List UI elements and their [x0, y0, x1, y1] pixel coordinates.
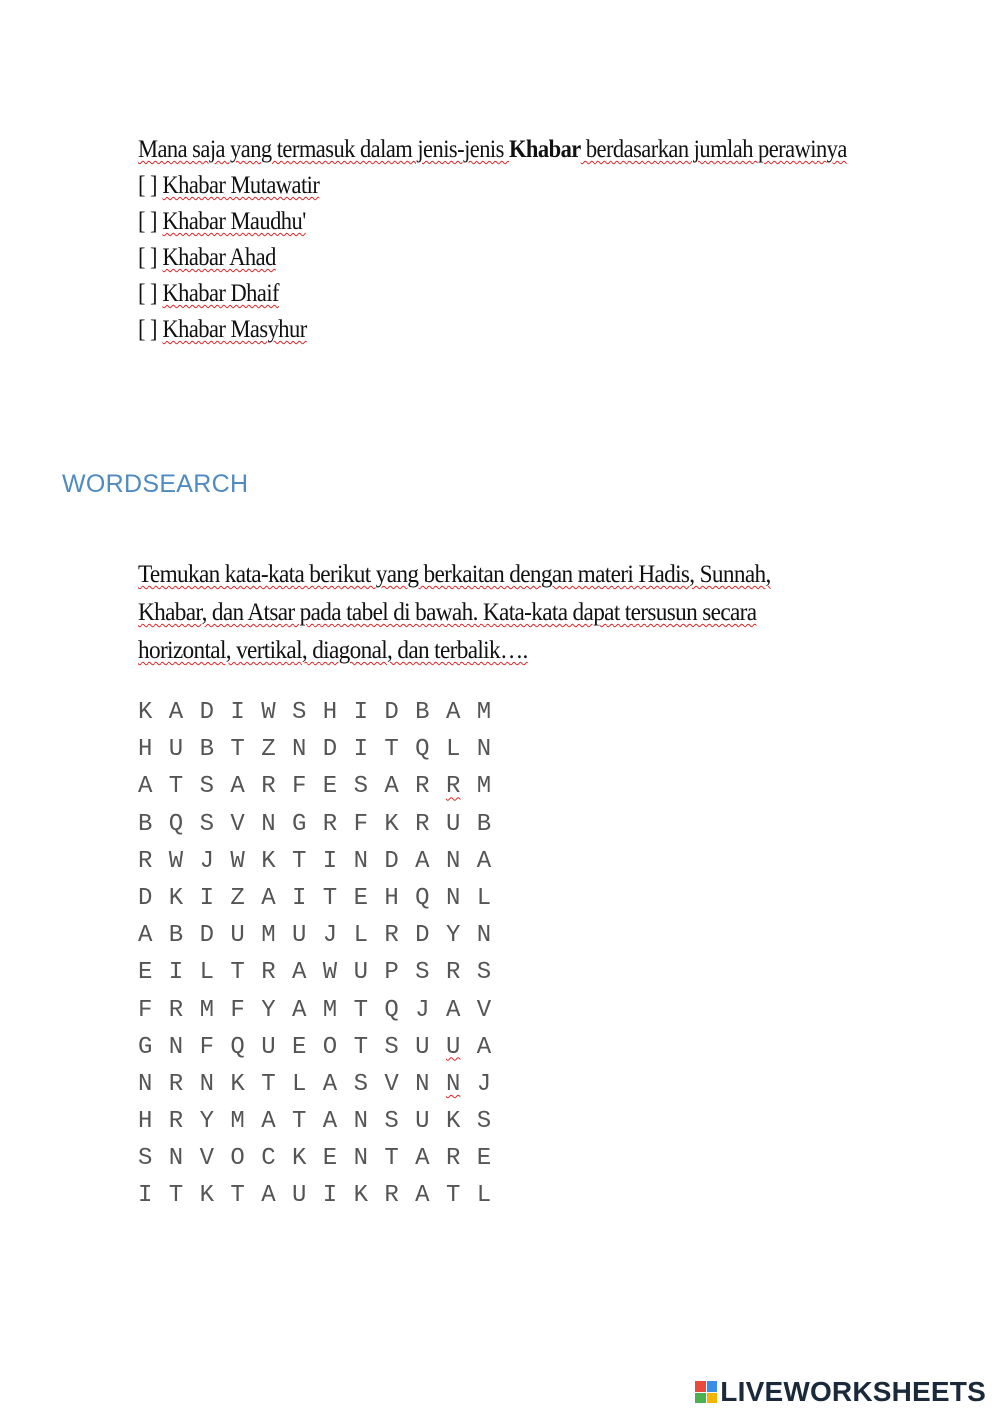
grid-letter[interactable]: N: [353, 1145, 368, 1173]
grid-letter[interactable]: E: [322, 773, 338, 801]
grid-letter[interactable]: L: [445, 736, 461, 764]
grid-letter[interactable]: C: [261, 1145, 276, 1173]
grid-row: [138, 917, 508, 954]
grid-letter[interactable]: A: [445, 699, 461, 726]
grid-letter[interactable]: R: [261, 959, 276, 987]
grid-letter[interactable]: M: [199, 996, 214, 1024]
grid-letter[interactable]: N: [291, 736, 307, 764]
question-text-start: Mana saja yang termasuk dalam jenis-jenis: [138, 136, 509, 163]
checkbox[interactable]: [ ]: [138, 244, 157, 271]
instructions-line: horizontal, vertikal, diagonal, dan terbalik….: [138, 637, 528, 664]
grid-letter[interactable]: U: [415, 1108, 430, 1136]
grid-letter[interactable]: T: [384, 1145, 399, 1173]
options-list: [138, 168, 938, 348]
grid-letter[interactable]: K: [384, 810, 399, 838]
grid-letter[interactable]: M: [230, 1108, 245, 1136]
grid-letter[interactable]: D: [199, 699, 214, 726]
grid-letter[interactable]: N: [476, 736, 492, 764]
grid-letter[interactable]: E: [322, 1145, 338, 1173]
grid-letter[interactable]: I: [353, 699, 368, 726]
instructions: [138, 556, 938, 670]
grid-letter[interactable]: U: [230, 922, 245, 950]
instructions-line: Temukan kata-kata berikut yang berkaitan dengan materi Hadis, Sunnah,: [138, 561, 771, 588]
grid-letter[interactable]: B: [476, 810, 492, 838]
grid-letter[interactable]: L: [476, 884, 492, 912]
grid-letter[interactable]: A: [384, 773, 399, 801]
grid-letter[interactable]: R: [322, 810, 338, 838]
grid-row: [138, 954, 508, 991]
grid-letter[interactable]: K: [445, 1108, 461, 1136]
grid-letter[interactable]: R: [384, 922, 399, 950]
grid-letter[interactable]: R: [138, 847, 153, 875]
option-label: Khabar Maudhu': [162, 208, 306, 235]
grid-letter[interactable]: D: [322, 736, 338, 764]
grid-letter[interactable]: K: [199, 1182, 214, 1210]
grid-letter[interactable]: T: [261, 1070, 276, 1098]
grid-letter[interactable]: A: [476, 1033, 492, 1061]
grid-letter[interactable]: S: [199, 773, 214, 801]
grid-letter[interactable]: K: [353, 1182, 368, 1210]
grid-letter[interactable]: I: [138, 1182, 153, 1210]
option-label: Khabar Mutawatir: [162, 172, 320, 199]
grid-letter[interactable]: R: [384, 1182, 399, 1210]
grid-letter[interactable]: L: [199, 959, 214, 987]
grid-letter[interactable]: R: [168, 1070, 184, 1098]
grid-letter[interactable]: I: [230, 699, 245, 726]
grid-letter[interactable]: D: [199, 922, 214, 950]
grid-row: [138, 768, 508, 805]
grid-letter[interactable]: F: [353, 810, 368, 838]
grid-letter[interactable]: M: [261, 922, 276, 950]
grid-letter[interactable]: S: [384, 1108, 399, 1136]
grid-letter[interactable]: N: [476, 922, 492, 950]
grid-letter[interactable]: K: [138, 699, 153, 726]
brand-footer: [695, 1376, 986, 1408]
grid-letter[interactable]: S: [476, 959, 492, 987]
grid-letter[interactable]: E: [138, 959, 153, 987]
grid-letter[interactable]: R: [445, 959, 461, 987]
grid-letter[interactable]: V: [230, 810, 245, 838]
grid-letter[interactable]: I: [353, 736, 368, 764]
grid-letter[interactable]: W: [168, 847, 184, 875]
grid-letter[interactable]: H: [138, 736, 153, 764]
grid-letter[interactable]: Y: [261, 996, 276, 1024]
grid-letter[interactable]: H: [322, 699, 338, 726]
grid-letter[interactable]: W: [230, 847, 245, 875]
grid-letter[interactable]: J: [415, 996, 430, 1024]
grid-letter[interactable]: S: [353, 1070, 368, 1098]
grid-letter[interactable]: U: [353, 959, 368, 987]
grid-letter[interactable]: K: [168, 884, 184, 912]
grid-letter[interactable]: R: [415, 773, 430, 801]
grid-letter[interactable]: T: [168, 773, 184, 801]
grid-letter[interactable]: R: [415, 810, 430, 838]
grid-letter[interactable]: A: [415, 1145, 430, 1173]
grid-letter[interactable]: E: [353, 884, 368, 912]
grid-letter[interactable]: A: [415, 847, 430, 875]
grid-letter[interactable]: R: [445, 773, 461, 801]
grid-letter[interactable]: M: [476, 699, 492, 726]
grid-letter[interactable]: T: [230, 959, 245, 987]
grid-letter[interactable]: A: [476, 847, 492, 875]
grid-letter[interactable]: B: [415, 699, 430, 726]
grid-letter[interactable]: N: [168, 1033, 184, 1061]
grid-letter[interactable]: D: [384, 847, 399, 875]
grid-letter[interactable]: U: [445, 1033, 461, 1061]
grid-row: [138, 1140, 508, 1177]
section-title: WORDSEARCH: [62, 470, 249, 498]
grid-letter[interactable]: U: [415, 1033, 430, 1061]
grid-letter[interactable]: J: [199, 847, 214, 875]
grid-letter[interactable]: E: [291, 1033, 307, 1061]
option-label: Khabar Dhaif: [162, 280, 279, 307]
grid-letter[interactable]: T: [230, 1182, 245, 1210]
grid-letter[interactable]: I: [322, 1182, 338, 1210]
option-item[interactable]: [138, 168, 858, 204]
grid-row: [138, 1066, 508, 1103]
grid-letter[interactable]: E: [476, 1145, 492, 1173]
grid-letter[interactable]: S: [353, 773, 368, 801]
grid-letter[interactable]: V: [199, 1145, 214, 1173]
grid-letter[interactable]: Q: [384, 996, 399, 1024]
grid-letter[interactable]: A: [230, 773, 245, 801]
grid-letter[interactable]: F: [138, 996, 153, 1024]
grid-letter[interactable]: O: [322, 1033, 338, 1061]
grid-letter[interactable]: N: [199, 1070, 214, 1098]
grid-letter[interactable]: Z: [230, 884, 245, 912]
grid-letter[interactable]: K: [230, 1070, 245, 1098]
grid-letter[interactable]: N: [168, 1145, 184, 1173]
checkbox[interactable]: [ ]: [138, 208, 157, 235]
grid-letter[interactable]: S: [476, 1108, 492, 1136]
grid-letter[interactable]: S: [415, 959, 430, 987]
grid-letter[interactable]: F: [230, 996, 245, 1024]
grid-letter[interactable]: A: [261, 884, 276, 912]
grid-letter[interactable]: N: [415, 1070, 430, 1098]
instructions-line: Khabar, dan Atsar pada tabel di bawah. Kata-kata dapat tersusun secara: [138, 599, 757, 626]
grid-letter[interactable]: Q: [230, 1033, 245, 1061]
grid-row: [138, 880, 508, 917]
grid-letter[interactable]: B: [138, 810, 153, 838]
option-item[interactable]: [138, 204, 858, 240]
option-item[interactable]: [138, 312, 858, 348]
grid-letter[interactable]: U: [291, 1182, 307, 1210]
checkbox[interactable]: [ ]: [138, 172, 157, 199]
grid-letter[interactable]: Y: [199, 1108, 214, 1136]
grid-letter[interactable]: K: [261, 847, 276, 875]
grid-letter[interactable]: N: [445, 884, 461, 912]
grid-letter[interactable]: I: [291, 884, 307, 912]
grid-letter[interactable]: K: [291, 1145, 307, 1173]
grid-letter[interactable]: N: [261, 810, 276, 838]
grid-letter[interactable]: A: [138, 773, 153, 801]
grid-letter[interactable]: T: [230, 736, 245, 764]
grid-letter[interactable]: P: [384, 959, 399, 987]
grid-letter[interactable]: Y: [445, 922, 461, 950]
option-label: Khabar Ahad: [162, 244, 276, 271]
grid-letter[interactable]: H: [138, 1108, 153, 1136]
liveworksheets-logo-icon: [695, 1381, 717, 1403]
checkbox[interactable]: [ ]: [138, 316, 157, 343]
logo-square: [695, 1381, 706, 1392]
question-keyword: Khabar: [508, 136, 581, 163]
grid-letter[interactable]: V: [384, 1070, 399, 1098]
grid-letter[interactable]: S: [199, 810, 214, 838]
grid-letter[interactable]: T: [168, 1182, 184, 1210]
grid-letter[interactable]: F: [199, 1033, 214, 1061]
grid-letter[interactable]: M: [322, 996, 338, 1024]
question-text: [138, 132, 858, 168]
grid-letter[interactable]: T: [353, 996, 368, 1024]
grid-letter[interactable]: H: [384, 884, 399, 912]
grid-letter[interactable]: A: [322, 1108, 338, 1136]
checkbox[interactable]: [ ]: [138, 280, 157, 307]
grid-letter[interactable]: J: [322, 922, 338, 950]
grid-letter[interactable]: Q: [415, 884, 430, 912]
grid-letter[interactable]: R: [445, 1145, 461, 1173]
grid-letter[interactable]: A: [138, 922, 153, 950]
grid-letter[interactable]: Z: [261, 736, 276, 764]
grid-letter[interactable]: T: [445, 1182, 461, 1210]
grid-letter[interactable]: G: [138, 1033, 153, 1061]
logo-square: [695, 1393, 706, 1404]
grid-letter[interactable]: N: [445, 1070, 461, 1098]
grid-letter[interactable]: U: [168, 736, 184, 764]
grid-row: [138, 694, 508, 731]
grid-letter[interactable]: G: [291, 810, 307, 838]
option-item[interactable]: [138, 240, 858, 276]
grid-letter[interactable]: F: [291, 773, 307, 801]
grid-letter[interactable]: U: [291, 922, 307, 950]
grid-letter[interactable]: U: [261, 1033, 276, 1061]
grid-letter[interactable]: N: [445, 847, 461, 875]
grid-letter[interactable]: M: [476, 773, 492, 801]
grid-letter[interactable]: D: [384, 699, 399, 726]
grid-letter[interactable]: T: [291, 847, 307, 875]
grid-letter[interactable]: S: [138, 1145, 153, 1173]
grid-letter[interactable]: W: [261, 699, 276, 726]
grid-letter[interactable]: N: [353, 847, 368, 875]
brand-name: LIVEWORKSHEETS: [720, 1376, 986, 1407]
grid-letter[interactable]: R: [168, 1108, 184, 1136]
grid-letter[interactable]: S: [291, 699, 307, 726]
grid-letter[interactable]: N: [353, 1108, 368, 1136]
grid-row: [138, 806, 508, 843]
grid-letter[interactable]: A: [415, 1182, 430, 1210]
grid-letter[interactable]: A: [445, 996, 461, 1024]
grid-letter[interactable]: T: [322, 884, 338, 912]
grid-letter[interactable]: D: [415, 922, 430, 950]
grid-letter[interactable]: D: [138, 884, 153, 912]
grid-letter[interactable]: L: [476, 1182, 492, 1210]
grid-letter[interactable]: L: [353, 922, 368, 950]
wordsearch-grid: [138, 694, 508, 1215]
grid-letter[interactable]: A: [291, 996, 307, 1024]
grid-letter[interactable]: R: [168, 996, 184, 1024]
option-item[interactable]: [138, 276, 858, 312]
grid-letter[interactable]: T: [291, 1108, 307, 1136]
grid-letter[interactable]: T: [384, 736, 399, 764]
grid-letter[interactable]: A: [322, 1070, 338, 1098]
grid-letter[interactable]: A: [261, 1108, 276, 1136]
grid-letter[interactable]: T: [353, 1033, 368, 1061]
grid-letter[interactable]: Q: [415, 736, 430, 764]
grid-letter[interactable]: J: [476, 1070, 492, 1098]
question-block: [138, 132, 938, 348]
grid-letter[interactable]: L: [291, 1070, 307, 1098]
grid-letter[interactable]: V: [476, 996, 492, 1024]
grid-letter[interactable]: I: [322, 847, 338, 875]
grid-letter[interactable]: Q: [168, 810, 184, 838]
grid-letter[interactable]: A: [168, 699, 184, 726]
logo-square: [707, 1393, 718, 1404]
grid-letter[interactable]: I: [199, 884, 214, 912]
grid-letter[interactable]: U: [445, 810, 461, 838]
logo-square: [707, 1381, 718, 1392]
grid-letter[interactable]: O: [230, 1145, 245, 1173]
grid-letter[interactable]: A: [261, 1182, 276, 1210]
grid-letter[interactable]: I: [168, 959, 184, 987]
question-text-end: berdasarkan jumlah perawinya: [580, 136, 847, 163]
grid-letter[interactable]: N: [138, 1070, 153, 1098]
grid-letter[interactable]: B: [199, 736, 214, 764]
grid-row: [138, 1103, 508, 1140]
option-label: Khabar Masyhur: [162, 316, 307, 343]
grid-row: [138, 992, 508, 1029]
grid-row: [138, 1029, 508, 1066]
grid-letter[interactable]: S: [384, 1033, 399, 1061]
grid-row: [138, 731, 508, 768]
grid-row: [138, 843, 508, 880]
grid-letter[interactable]: W: [322, 959, 338, 987]
grid-row: [138, 1177, 508, 1214]
grid-letter[interactable]: R: [261, 773, 276, 801]
grid-letter[interactable]: B: [168, 922, 184, 950]
grid-letter[interactable]: A: [291, 959, 307, 987]
